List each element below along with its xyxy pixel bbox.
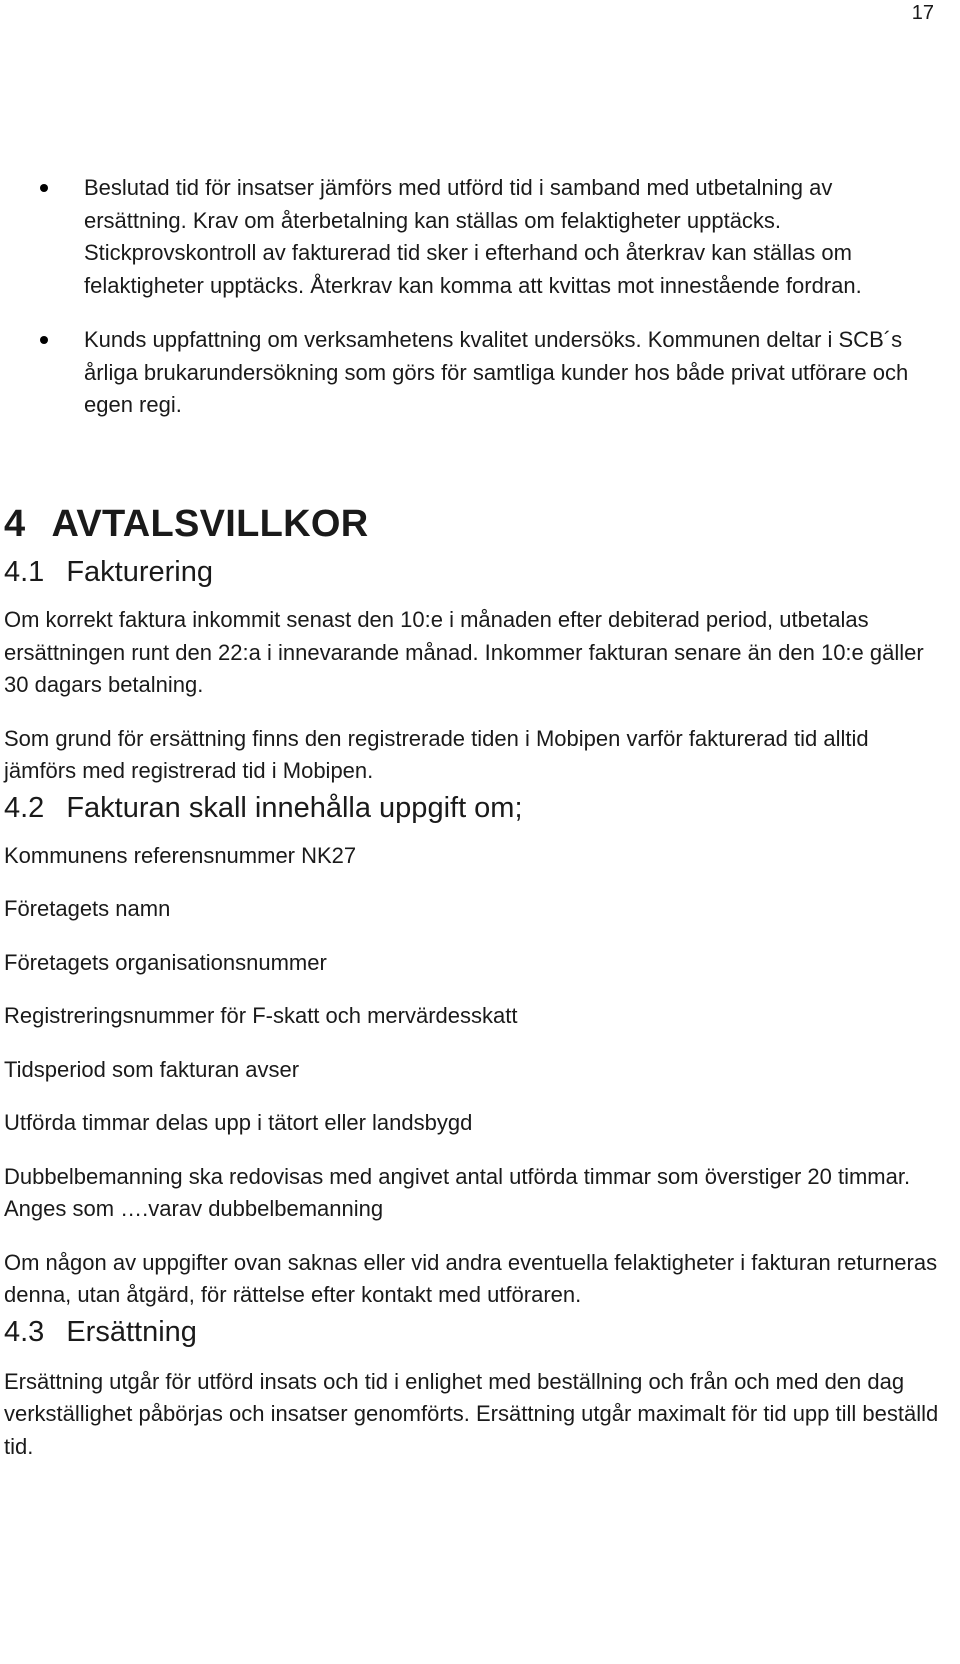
invoice-requirement: Tidsperiod som fakturan avser xyxy=(4,1056,300,1082)
subsection-heading-4-3 xyxy=(4,1312,944,1352)
page-number: 17 xyxy=(911,2,934,24)
subsection-heading-4-1 xyxy=(4,552,944,592)
paragraph: Om korrekt faktura inkommit senast den 10:e i månaden efter debiterad period, utbetalas ersättningen runt den 22:a i innevarande månad. Inkommer fakturan senare än den 10:e gäller 30 dagars betalning. xyxy=(4,607,924,697)
section-number: 4 xyxy=(4,503,26,545)
subsection-title: Fakturering xyxy=(66,556,213,588)
bullet-item xyxy=(0,172,960,302)
invoice-requirement: Företagets namn xyxy=(4,896,171,921)
subsection-heading-4-2 xyxy=(4,788,944,828)
bullet-dot-icon xyxy=(40,336,48,344)
invoice-requirement: Registreringsnummer för F-skatt och mervärdesskatt xyxy=(4,1003,518,1028)
subsection-title: Fakturan skall innehålla uppgift om; xyxy=(66,791,523,824)
invoice-requirement: Företagets organisationsnummer xyxy=(4,949,327,975)
document-body xyxy=(4,496,944,1463)
bullet-text: Kunds uppfattning om verksamhetens kvalitet undersöks. Kommunen deltar i SCB´s årliga brukarundersökning som görs för samtliga kunder hos både privat utförare och egen regi. xyxy=(84,327,909,417)
paragraph: Ersättning utgår för utförd insats och tid i enlighet med beställning och från och med den dag verkställighet påbörjas och insatser genomförts. Ersättning utgår maximalt för tid upp till beställd tid. xyxy=(4,1368,939,1459)
bullet-text: Beslutad tid för insatser jämförs med utförd tid i samband med utbetalning av ersättning. Krav om återbetalning kan ställas om felaktigheter upptäcks. Stickprovskontroll av fakturerad tid sker i efterhand och återkrav kan ställas om felaktigheter upptäcks. Återkrav kan komma att kvittas mot innestående fordran. xyxy=(84,175,862,298)
section-heading xyxy=(4,496,944,552)
subsection-number: 4.3 xyxy=(4,1315,45,1348)
invoice-requirement: Dubbelbemanning ska redovisas med angivet antal utförda timmar som överstiger 20 timmar. Anges som ….varav dubbelbemanning xyxy=(4,1163,911,1221)
subsection-number: 4.1 xyxy=(4,556,45,588)
bullet-dot-icon xyxy=(40,184,48,192)
bullet-item xyxy=(0,324,960,422)
invoice-requirement: Om någon av uppgifter ovan saknas eller vid andra eventuella felaktigheter i fakturan returneras denna, utan åtgärd, för rättelse efter kontakt med utföraren. xyxy=(4,1249,938,1307)
subsection-number: 4.2 xyxy=(4,791,45,824)
invoice-requirement: Kommunens referensnummer NK27 xyxy=(4,842,357,868)
bullet-list xyxy=(0,172,960,422)
invoice-requirement: Utförda timmar delas upp i tätort eller landsbygd xyxy=(4,1110,473,1135)
section-title: AVTALSVILLKOR xyxy=(51,503,369,545)
paragraph: Som grund för ersättning finns den registrerade tiden i Mobipen varför fakturerad tid alltid jämförs med registrerad tid i Mobipen. xyxy=(4,725,869,783)
subsection-title: Ersättning xyxy=(66,1315,197,1348)
